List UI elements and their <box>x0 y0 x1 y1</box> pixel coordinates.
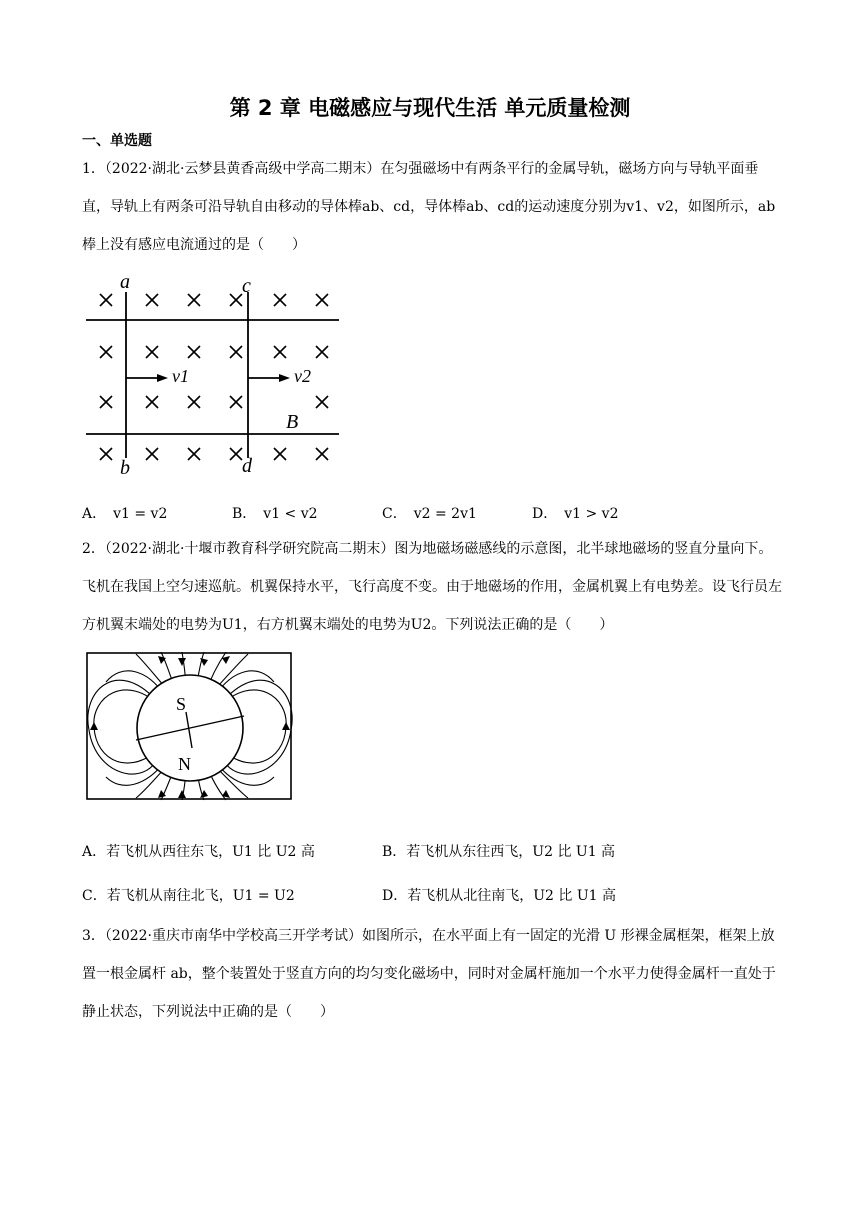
arrow-v2 <box>279 374 290 382</box>
q2-option-a[interactable]: A．若飞机从西往东飞，U1 比 U2 高 <box>82 844 315 860</box>
label-B: B <box>286 411 299 433</box>
label-a: a <box>120 271 130 293</box>
label-v2: v2 <box>294 366 311 386</box>
figure-rails-diagram <box>84 270 346 482</box>
label-N: N <box>178 754 191 774</box>
q2-option-d[interactable]: D．若飞机从北往南飞，U2 比 U1 高 <box>382 888 616 904</box>
label-c: c <box>242 275 251 297</box>
q1-option-a[interactable]: A． v1 = v2 <box>82 506 168 522</box>
q2-option-b[interactable]: B．若飞机从东往西飞，U2 比 U1 高 <box>382 844 616 860</box>
q2-option-c[interactable]: C．若飞机从南往北飞，U1 = U2 <box>82 888 295 904</box>
label-S: S <box>176 694 187 714</box>
label-v1: v1 <box>172 366 189 386</box>
question-3-text: 3．（2022·重庆市南华中学校高三开学考试）如图所示，在水平面上有一固定的光滑 U 形裸金属框架，框架上放置一根金属杆 ab，整个装置处于竖直方向的均匀变化磁场中，同时对金属杆施加一个水平力使得金属杆一直处于静止状态，下列说法中正确的是（ ） <box>82 928 776 1020</box>
q1-option-d[interactable]: D． v1 > v2 <box>532 506 619 522</box>
question-2-text: 2．（2022·湖北·十堰市教育科学研究院高二期末）图为地磁场磁感线的示意图，北半球地磁场的竖直分量向下。飞机在我国上空匀速巡航。机翼保持水平，飞行高度不变。由于地磁场的作用，金属机翼上有电势差。设飞行员左方机翼末端处的电势为U1，右方机翼末端处的电势为U2。下列说法正确的是（ ） <box>82 541 782 633</box>
figure-geomagnetic-field <box>86 652 294 802</box>
question-1-text: 1．（2022·湖北·云梦县黄香高级中学高二期末）在匀强磁场中有两条平行的金属导轨，磁场方向与导轨平面垂直，导轨上有两条可沿导轨自由移动的导体棒ab、cd，导体棒ab、cd的运动速度分别为v1、v2，如图所示，ab棒上没有感应电流通过的是（ ） <box>82 161 776 253</box>
section-heading: 一、单选题 <box>82 133 152 149</box>
page-title: 第 2 章 电磁感应与现代生活 单元质量检测 <box>229 96 631 120</box>
label-d: d <box>242 455 252 477</box>
q1-option-c[interactable]: C． v2 = 2v1 <box>382 506 477 522</box>
label-b: b <box>120 457 130 479</box>
q1-option-b[interactable]: B． v1 < v2 <box>232 506 318 522</box>
arrow-v1 <box>157 374 168 382</box>
